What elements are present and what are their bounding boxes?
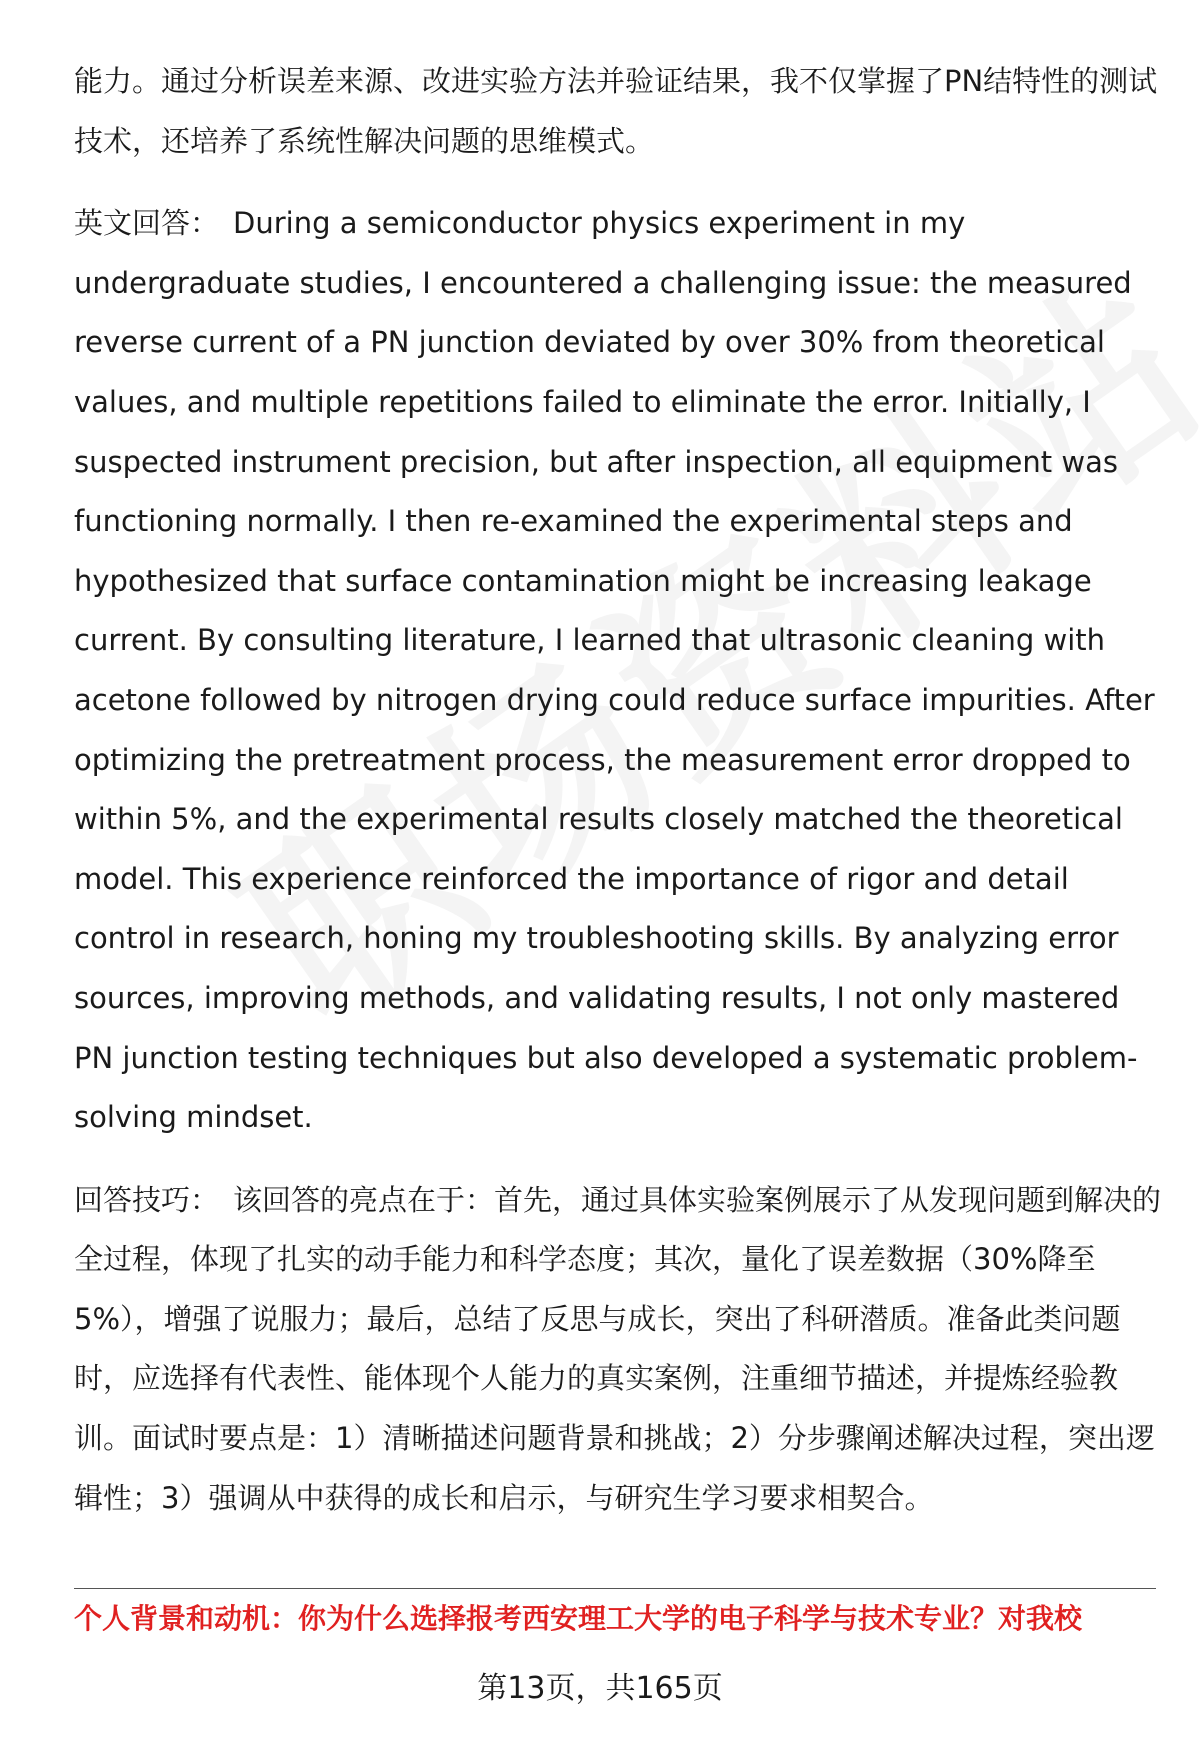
next-question-heading: 个人背景和动机：你为什么选择报考西安理工大学的电子科学与技术专业？对我校 <box>74 1602 1083 1635</box>
page-number: 第13页，共165页 <box>477 1671 723 1706</box>
answer-tips-text: 该回答的亮点在于：首先，通过具体实验案例展示了从发现问题到解决的全过程，体现了扎实的动手能力和科学态度；其次，量化了误差数据（30%降至5%），增强了说服力；最后，总结了反思与成长，突出了科研潜质。准备此类问题时，应选择有代表性、能体现个人能力的真实案例，注重细节描述，并提炼经验教训。面试时要点是：1）清晰描述问题背景和挑战；2）分步骤阐述解决过程，突出逻辑性；3）强调从中获得的成长和启示，与研究生学习要求相契合。 <box>74 1182 1162 1515</box>
english-answer-text: During a semiconductor physics experiment in my undergraduate studies, I encountered a challenging issue: the measured reverse current of a PN junction deviated by over 30% from theoretical values, and multiple repetitions failed to eliminate the error. Initially, I suspected instrument precision, but after inspection, all equipment was functioning normally. I then re-examined the experimental steps and hypothesized that surface contamination might be increasing leakage current. By consulting literature, I learned that ultrasonic cleaning with acetone followed by nitrogen drying could reduce surface impurities. After optimizing the pretreatment process, the measurement error dropped to within 5%, and the experimental results closely matched the theoretical model. This experience reinforced the importance of rigor and detail control in research, honing my troubleshooting skills. By analyzing error sources, improving methods, and validating results, I not only mastered PN junction testing techniques but also developed a systematic problem-solving mindset. <box>74 206 1155 1135</box>
continued-paragraph: 能力。通过分析误差来源、改进实验方法并验证结果，我不仅掌握了PN结特性的测试技术，还培养了系统性解决问题的思维模式。 <box>74 64 1158 158</box>
document-body <box>74 52 1164 1528</box>
english-answer-label: 英文回答： <box>74 206 220 241</box>
answer-tips-label: 回答技巧： <box>74 1182 220 1217</box>
answer-tips-paragraph <box>74 1171 1164 1529</box>
section-divider <box>74 1588 1156 1589</box>
english-answer-paragraph <box>74 194 1164 1148</box>
